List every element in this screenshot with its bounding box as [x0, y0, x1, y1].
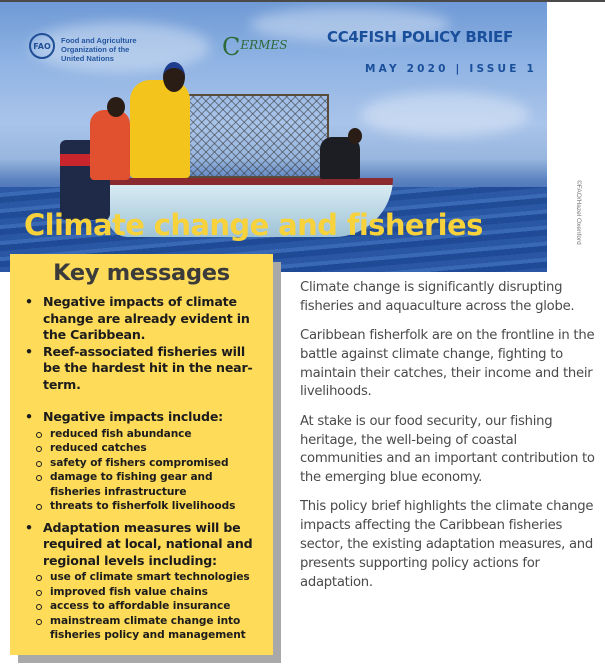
cermes-text: ERMES [240, 38, 288, 52]
fisher-yellow-raincoat [130, 80, 190, 178]
fao-name-line: Organization of the [61, 45, 130, 54]
key-message-item [20, 409, 263, 514]
fao-name-line: Food and Agriculture [61, 36, 137, 45]
key-message-item [20, 520, 263, 643]
fao-logo-icon: FAO [29, 33, 55, 59]
spacer [20, 393, 263, 409]
intro-paragraph: Climate change is significantly disrupting fisheries and aquaculture across the globe. [300, 280, 575, 314]
key-message-item [20, 344, 263, 394]
key-message-item [20, 294, 263, 344]
cermes-initial: C [222, 33, 241, 61]
key-message-text: Negative impacts include: [43, 409, 224, 424]
key-message-text: Adaptation measures will be required at local, national and regional levels including: [43, 519, 253, 568]
key-messages-list [20, 294, 263, 643]
sub-item: use of climate smart technologies [35, 570, 263, 585]
sub-item: threats to fisherfolk livelihoods [35, 499, 263, 514]
impact-sublist [43, 427, 263, 514]
sub-item: reduced fish abundance [35, 427, 263, 442]
fisher-head [348, 128, 362, 144]
fish-trap [185, 94, 329, 178]
intro-paragraph: This policy brief highlights the climate change impacts affecting the Caribbean fisheries sector, the existing adaptation measures, and presents supporting policy actions for adaptation. [300, 499, 594, 590]
issue-date: MAY 2020 | ISSUE 1 [365, 63, 538, 75]
sub-item: reduced catches [35, 441, 263, 456]
key-messages-title: Key messages [53, 260, 230, 286]
key-messages-box [10, 254, 273, 655]
key-message-text: Negative impacts of climate change are already evident in the Caribbean. [43, 294, 250, 342]
fisher-head [107, 97, 125, 117]
photo-credit: ©FAO/Hazel Oxenford [575, 180, 582, 245]
intro-paragraph: Caribbean fisherfolk are on the frontline in the battle against climate change, fighting to maintain their catches, their income and their livelihoods. [300, 328, 595, 400]
sub-item: access to affordable insurance [35, 599, 263, 614]
intro-text-column [300, 279, 600, 603]
fao-name-line: United Nations [61, 54, 114, 63]
sub-item: safety of fishers compromised [35, 456, 263, 471]
sub-item: mainstream climate change into fisheries policy and management [35, 614, 263, 643]
fisher-red-jacket [90, 110, 130, 180]
cloud [360, 92, 530, 137]
cermes-logo-icon [222, 33, 287, 61]
key-message-text: Reef-associated fisheries will be the hardest hit in the near-term. [43, 343, 253, 392]
page-title: Climate change and fisheries [24, 208, 483, 242]
fao-organization-name [61, 36, 137, 63]
intro-paragraph: At stake is our food security, our fishing heritage, the well-being of coastal communities and an important contribution to the emerging blue economy. [300, 413, 595, 486]
sub-item: improved fish value chains [35, 585, 263, 600]
fisher-head [163, 62, 185, 92]
adaptation-sublist [43, 570, 263, 643]
sub-item: damage to fishing gear and fisheries infrastructure [35, 470, 263, 499]
policy-brief-title: CC4FISH POLICY BRIEF [327, 28, 513, 46]
